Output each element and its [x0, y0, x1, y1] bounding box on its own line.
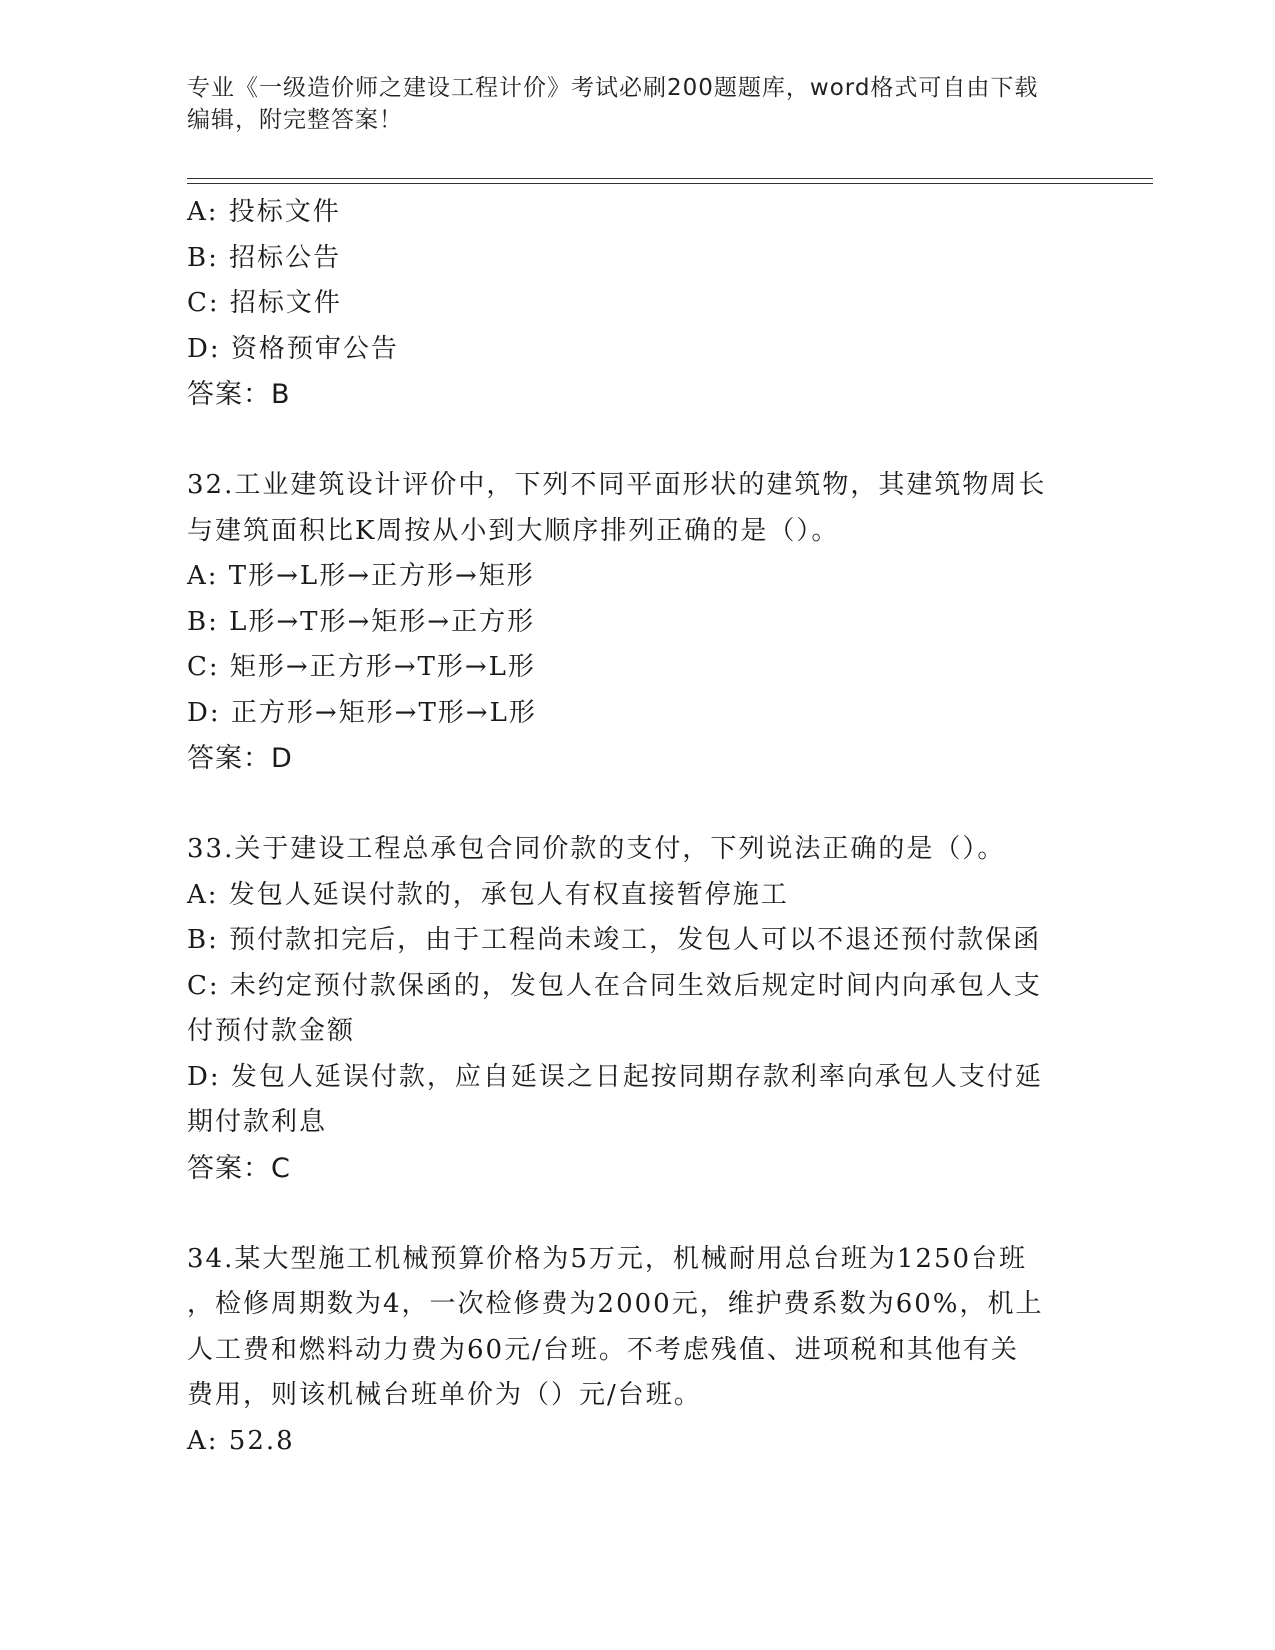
question-34 — [187, 1237, 1087, 1465]
option-a: A: 52.8 — [187, 1425, 295, 1456]
option-a: A: T形→L形→正方形→矩形 — [187, 561, 535, 591]
option-a: A: 发包人延误付款的，承包人有权直接暂停施工 — [187, 879, 789, 910]
answer-label: 答案：C — [187, 1152, 291, 1184]
option-c: C: 矩形→正方形→T形→L形 — [187, 652, 536, 682]
spacer — [187, 782, 1087, 828]
answer-label: 答案：D — [187, 743, 293, 774]
option-d-continued: 期付款利息 — [187, 1107, 328, 1137]
option-a: A: 投标文件 — [187, 197, 341, 227]
document-header — [187, 72, 1087, 136]
spacer — [187, 1191, 1087, 1237]
option-c: C: 招标文件 — [187, 288, 342, 318]
answer-label: 答案：B — [187, 379, 291, 410]
header-line-2: 编辑，附完整答案！ — [187, 107, 403, 133]
spacer — [187, 418, 1087, 464]
option-c-continued: 付预付款金额 — [187, 1016, 356, 1046]
option-b: B: 预付款扣完后，由于工程尚未竣工，发包人可以不退还预付款保函 — [187, 925, 1042, 955]
option-b: B: L形→T形→矩形→正方形 — [187, 606, 536, 637]
header-line-1: 专业《一级造价师之建设工程计价》考试必刷200题题库，word格式可自由下载 — [187, 75, 1039, 101]
header-divider-bottom — [187, 183, 1153, 184]
question-stem: ，检修周期数为4，一次检修费为2000元，维护费系数为60%，机上 — [187, 1289, 1044, 1319]
option-d: D: 资格预审公告 — [187, 333, 399, 364]
option-d: D: 正方形→矩形→T形→L形 — [187, 697, 537, 728]
question-stem: 33.关于建设工程总承包合同价款的支付，下列说法正确的是（）。 — [187, 834, 1006, 864]
question-stem: 与建筑面积比K周按从小到大顺序排列正确的是（）。 — [187, 515, 840, 546]
question-stem: 费用，则该机械台班单价为（）元/台班。 — [187, 1380, 702, 1410]
question-33 — [187, 827, 1087, 1191]
question-32 — [187, 463, 1087, 782]
question-list — [187, 190, 1087, 1464]
header-divider-top — [187, 178, 1153, 179]
option-b: B: 招标公告 — [187, 242, 342, 273]
option-d: D: 发包人延误付款，应自延误之日起按同期存款利率向承包人支付延 — [187, 1061, 1043, 1092]
question-31 — [187, 190, 1087, 418]
option-c: C: 未约定预付款保函的，发包人在合同生效后规定时间内向承包人支 — [187, 970, 1042, 1001]
question-stem: 32.工业建筑设计评价中，下列不同平面形状的建筑物，其建筑物周长 — [187, 470, 1047, 500]
question-stem: 34.某大型施工机械预算价格为5万元，机械耐用总台班为1250台班 — [187, 1243, 1028, 1274]
question-stem: 人工费和燃料动力费为60元/台班。不考虑残值、进项税和其他有关 — [187, 1334, 1019, 1365]
